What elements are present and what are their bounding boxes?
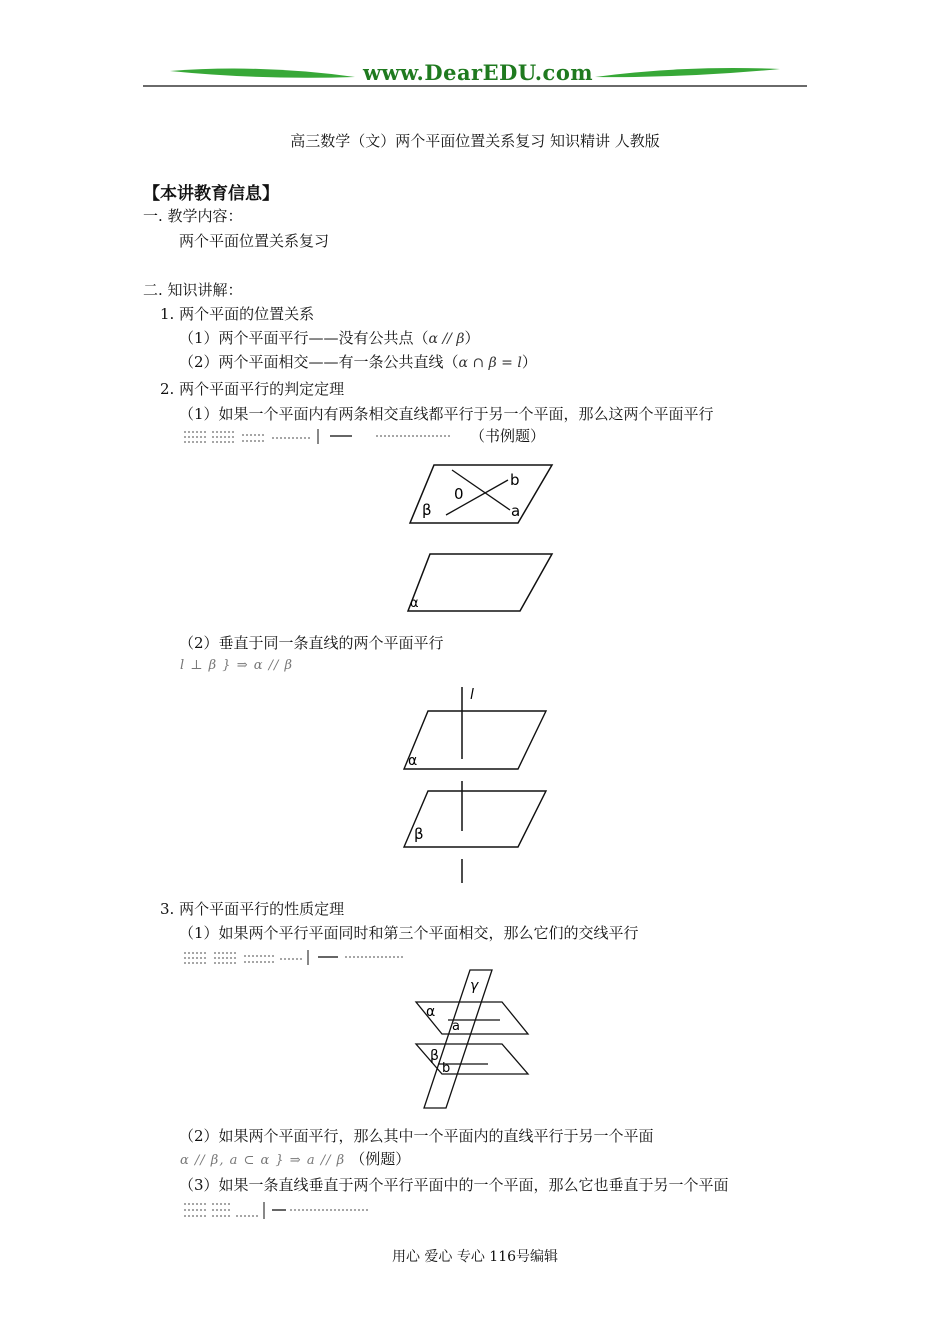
plane-alpha (404, 711, 546, 769)
label-alpha: α (408, 753, 418, 769)
header-banner (140, 58, 810, 90)
label-a: a (511, 502, 521, 520)
item3-sub2-formula: α // β, a ⊂ α } ⇒ a // β (180, 1153, 346, 1168)
parallel-formula: α // β (428, 331, 465, 347)
figure1-svg (400, 455, 570, 625)
part1-content: 两个平面位置关系复习 (179, 232, 330, 250)
item3-sub2: （2）如果两个平面平行，那么其中一个平面内的直线平行于另一个平面 (179, 1127, 654, 1145)
item2-sub2: （2）垂直于同一条直线的两个平面平行 (179, 634, 444, 652)
item1-sub2-close: ） (521, 353, 537, 371)
label-beta: β (422, 501, 432, 519)
plane-beta (404, 791, 546, 847)
figure-third-plane-intersection (410, 968, 540, 1113)
blurred-formula-graphic (180, 426, 480, 446)
item3-sub2-formula-line (180, 1149, 410, 1169)
item2-sub2-formula: l ⊥ β } ⇒ α // β (180, 658, 294, 673)
figure-perpendicular-line-planes (398, 685, 558, 885)
figure2-svg (398, 685, 558, 885)
figure3-svg (410, 968, 540, 1113)
item1-sub1-close: ） (464, 329, 480, 347)
section-heading: 【本讲教育信息】 (143, 184, 279, 204)
label-l: l (470, 687, 474, 703)
label-gamma: γ (470, 978, 479, 994)
item1-title: 1. 两个平面的位置关系 (160, 305, 315, 323)
label-b: b (442, 1061, 451, 1076)
plane-alpha (408, 554, 552, 611)
item2-sub1: （1）如果一个平面内有两条相交直线都平行于另一个平面，那么这两个平面平行 (179, 405, 714, 423)
item1-sub2-text: （2）两个平面相交——有一条公共直线（ (179, 353, 459, 371)
figure-parallel-planes-intersecting-lines (400, 455, 570, 625)
item1-sub1 (179, 328, 479, 349)
item3-title: 3. 两个平面平行的性质定理 (160, 900, 345, 918)
blurred-formula-graphic-2 (180, 947, 420, 967)
intersect-formula: α ∩ β = l (458, 355, 522, 371)
part2-heading: 二. 知识讲解： (143, 281, 243, 299)
part1-heading: 一. 教学内容： (143, 207, 243, 225)
item2-sub1-formula-image (180, 426, 480, 446)
label-o: 0 (454, 485, 464, 503)
label-beta: β (414, 825, 424, 843)
item2-sub1-note: （书例题） (470, 427, 546, 445)
label-a: a (452, 1019, 460, 1034)
logo-text: www.DearEDU.com (362, 60, 594, 85)
item3-sub1: （1）如果两个平行平面同时和第三个平面相交，那么它们的交线平行 (179, 924, 639, 942)
item2-title: 2. 两个平面平行的判定定理 (160, 380, 345, 398)
item1-sub2 (179, 352, 537, 373)
blurred-formula-graphic-3 (180, 1199, 380, 1221)
label-b: b (510, 471, 520, 489)
item3-sub3-formula-image (180, 1199, 380, 1221)
plane-gamma (424, 970, 492, 1108)
label-alpha: α (410, 596, 419, 611)
label-beta: β (430, 1048, 439, 1064)
item3-sub1-formula-image (180, 947, 420, 967)
item3-sub2-note: （例题） (350, 1150, 411, 1168)
document-title: 高三数学（文）两个平面位置关系复习 知识精讲 人教版 (290, 132, 660, 150)
item1-sub1-text: （1）两个平面平行——没有公共点（ (179, 329, 429, 347)
item3-sub3: （3）如果一条直线垂直于两个平行平面中的一个平面，那么它也垂直于另一个平面 (179, 1176, 729, 1194)
label-alpha: α (426, 1004, 436, 1020)
page-footer: 用心 爱心 专心 116号编辑 (391, 1249, 559, 1265)
